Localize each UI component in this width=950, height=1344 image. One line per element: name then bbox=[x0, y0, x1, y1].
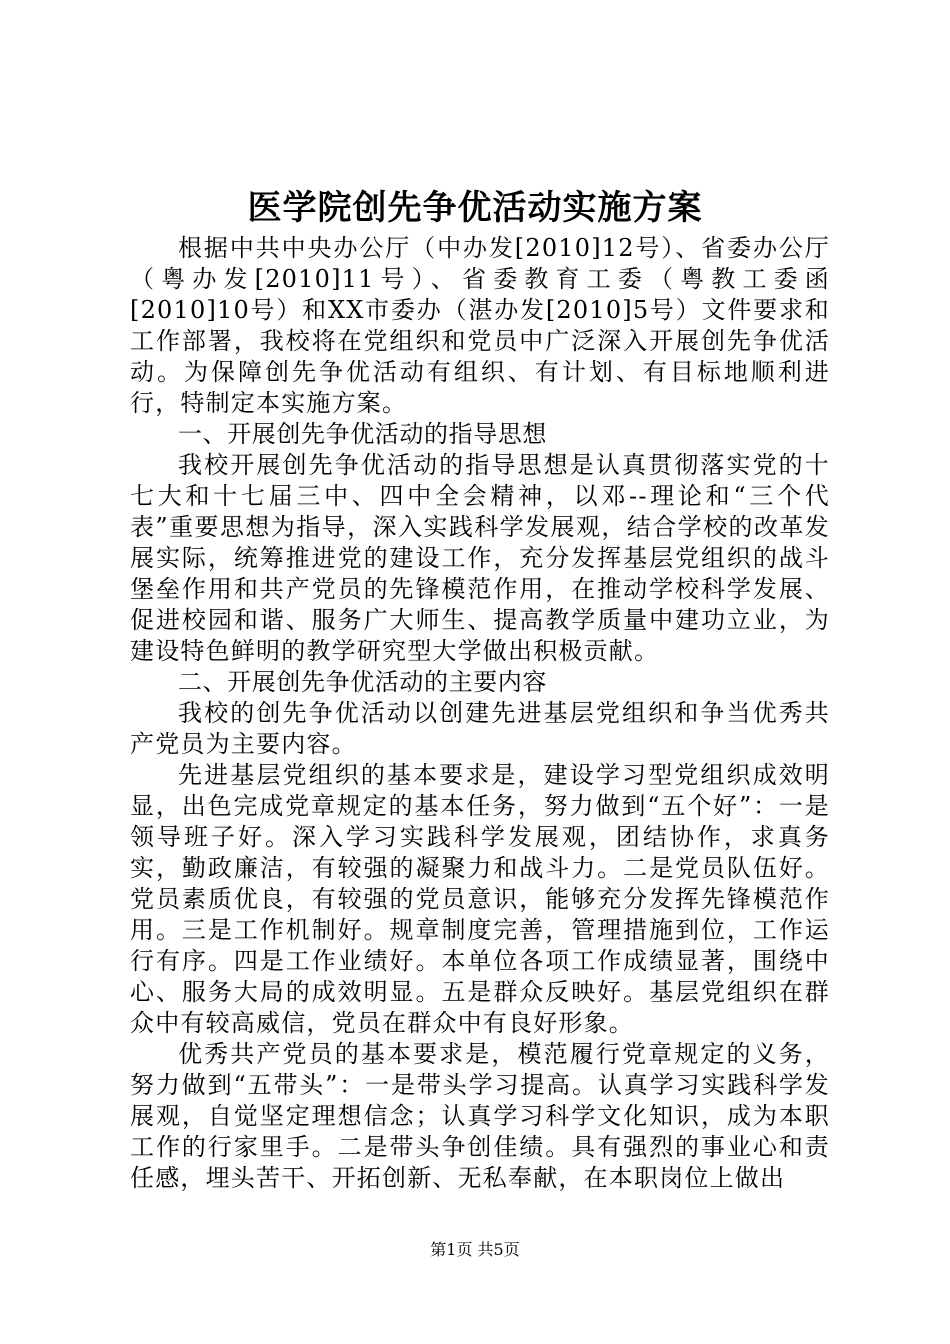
main-content-paragraph: 我校的创先争优活动以创建先进基层党组织和争当优秀共产党员为主要内容。 bbox=[130, 699, 830, 758]
advanced-organization-paragraph: 先进基层党组织的基本要求是，建设学习型党组织成效明显，出色完成党章规定的基本任务，努力做到“五个好”：一是领导班子好。深入学习实践科学发展观，团结协作，求真务实，勤政廉洁，有较强的凝聚力和战斗力。二是党员队伍好。党员素质优良，有较强的党员意识，能够充分发挥先锋模范作用。三是工作机制好。规章制度完善，管理措施到位，工作运行有序。四是工作业绩好。本单位各项工作成绩显著，围绕中心、服务大局的成效明显。五是群众反映好。基层党组织在群众中有较高威信，党员在群众中有良好形象。 bbox=[130, 761, 830, 1037]
guiding-ideology-paragraph: 我校开展创先争优活动的指导思想是认真贯彻落实党的十七大和十七届三中、四中全会精神，以邓--理论和“三个代表”重要思想为指导，深入实践科学发展观，结合学校的改革发展实际，统筹推进党的建设工作，充分发挥基层党组织的战斗堡垒作用和共产党员的先锋模范作用，在推动学校科学发展、促进校园和谐、服务广大师生、提高教学质量中建功立业，为建设特色鲜明的教学研究型大学做出积极贡献。 bbox=[130, 451, 830, 665]
excellent-member-paragraph: 优秀共产党员的基本要求是，模范履行党章规定的义务，努力做到“五带头”：一是带头学习提高。认真学习实践科学发展观，自觉坚定理想信念；认真学习科学文化知识，成为本职工作的行家里手。二是带头争创佳绩。具有强烈的事业心和责任感，埋头苦干、开拓创新、无私奉献，在本职岗位上做出 bbox=[130, 1040, 830, 1192]
page-footer: 第1页 共5页 bbox=[430, 1240, 520, 1259]
section-heading-main-content: 二、开展创先争优活动的主要内容 bbox=[178, 668, 547, 696]
document-body bbox=[130, 233, 830, 1194]
intro-paragraph: 根据中共中央办公厅（中办发[2010]12号）、省委办公厅（粤办发[2010]11号）、省委教育工委（粤教工委函[2010]10号）和XX市委办（湛办发[2010]5号）文件要求和工作部署，我校将在党组织和党员中广泛深入开展创先争优活动。为保障创先争优活动有组织、有计划、有目标地顺利进行，特制定本实施方案。 bbox=[130, 234, 830, 417]
document-title: 医学院创先争优活动实施方案 bbox=[247, 188, 703, 228]
section-heading-guiding-ideology: 一、开展创先争优活动的指导思想 bbox=[178, 420, 547, 448]
